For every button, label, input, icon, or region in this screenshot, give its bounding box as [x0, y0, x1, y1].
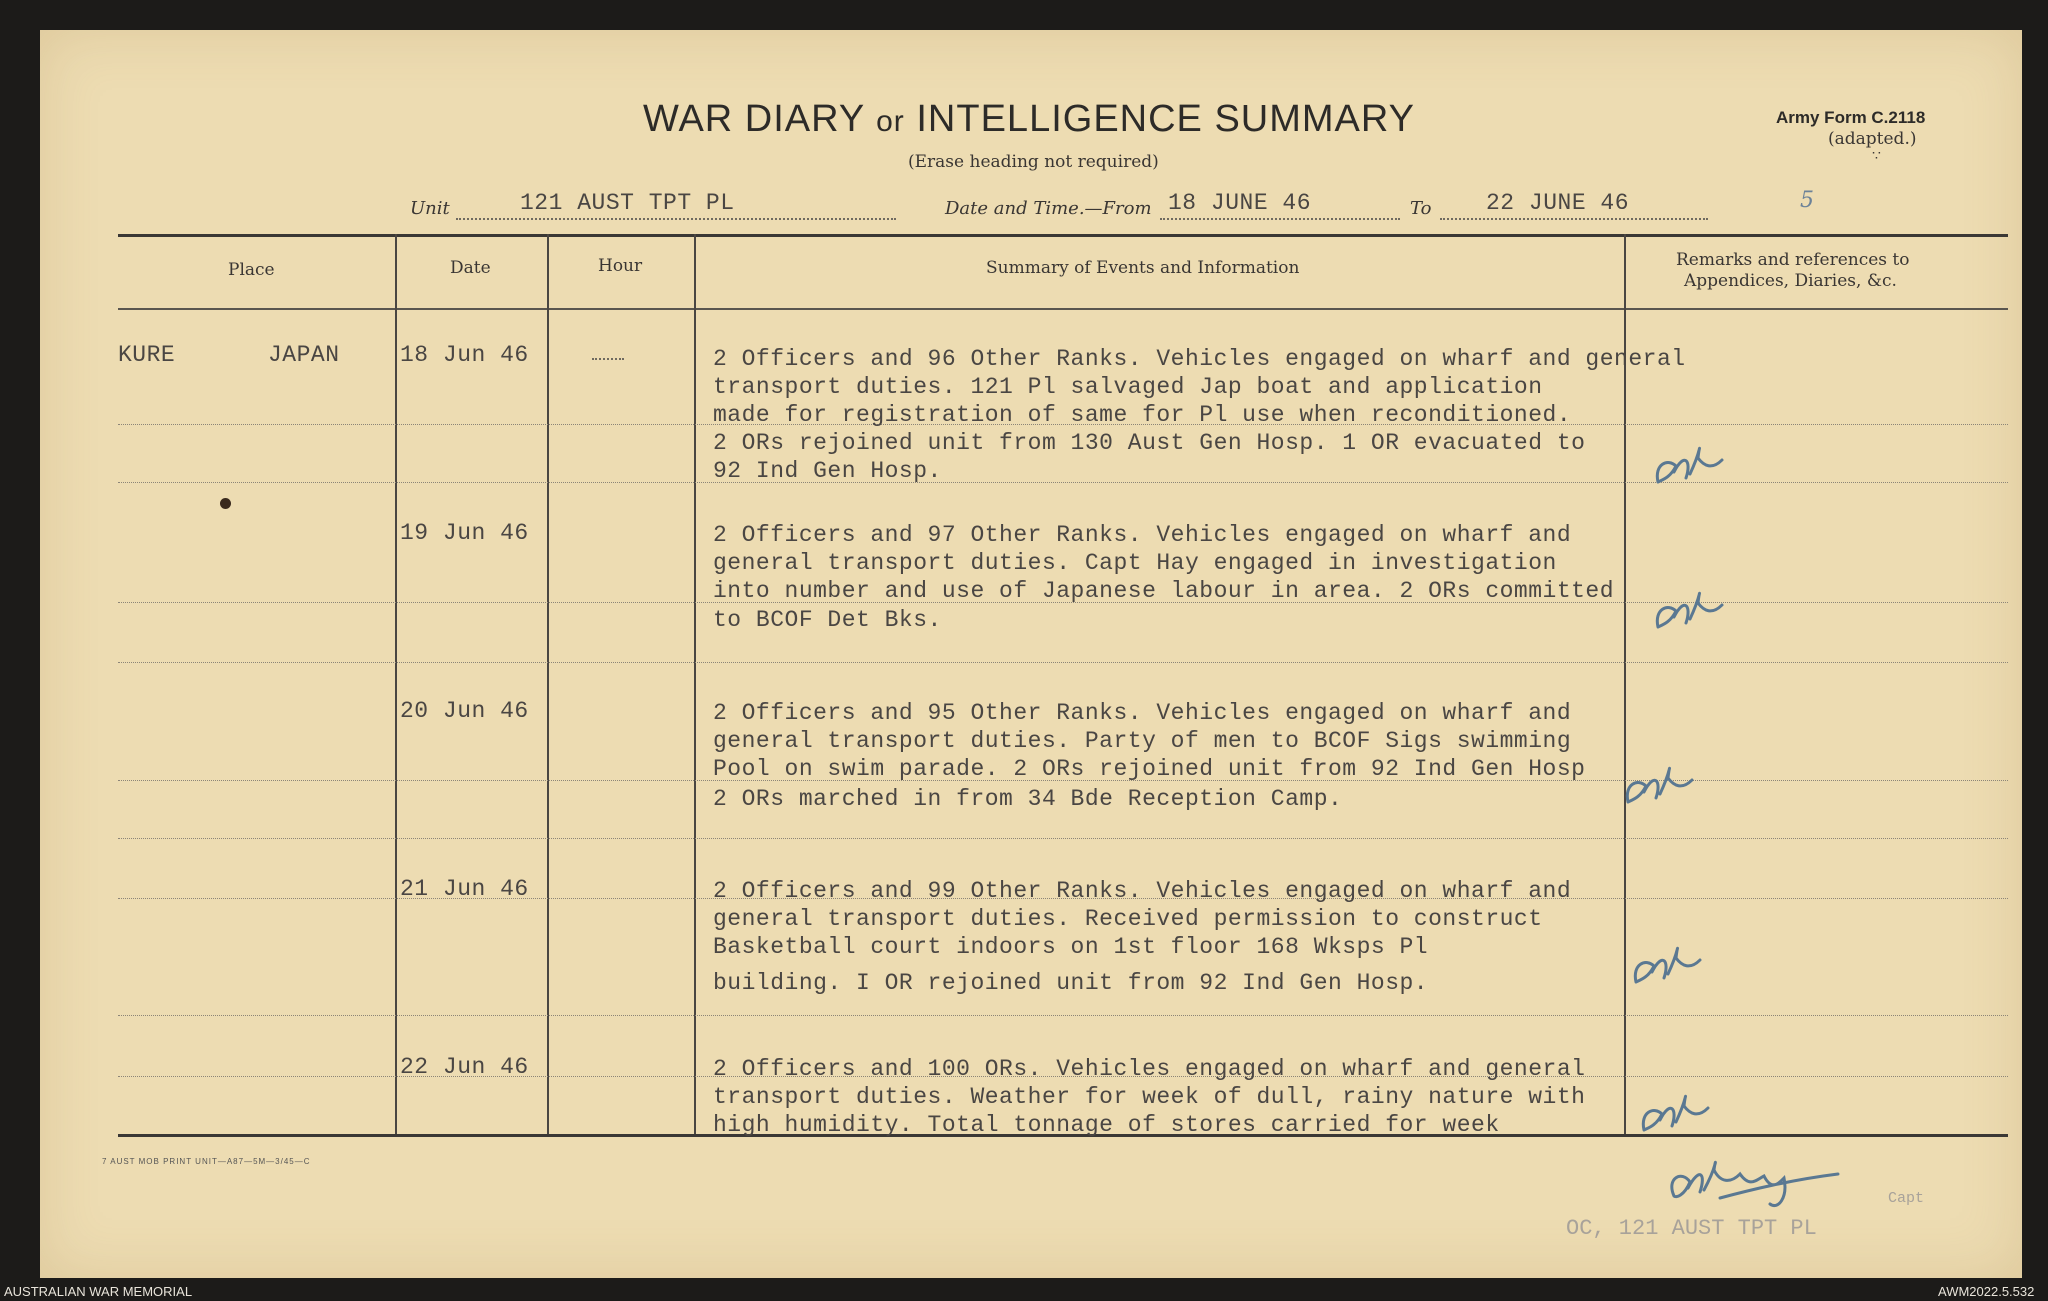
entry-line: 2 Officers and 95 Other Ranks. Vehicles engaged on wharf and	[713, 700, 1572, 726]
entry-date: 20 Jun 46	[400, 698, 529, 724]
unit-dotted-line	[456, 218, 896, 220]
table-top-rule	[118, 234, 2008, 237]
form-code: Army Form C.2118	[1776, 108, 1926, 127]
to-dotted-line	[1440, 218, 1708, 220]
ruled-line	[118, 662, 2008, 663]
entry-line: general transport duties. Capt Hay engaged in investigation	[713, 550, 1557, 576]
corner-page-mark: 5	[1800, 188, 1814, 213]
archive-footer-right: AWM2022.5.532	[1938, 1284, 2035, 1299]
entry-date: 21 Jun 46	[400, 876, 529, 902]
war-diary-page	[40, 30, 2022, 1278]
hour-dots	[592, 358, 624, 360]
page-subtitle: (Erase heading not required)	[908, 152, 1159, 172]
entry-line: to BCOF Det Bks.	[713, 607, 942, 633]
col-header-date: Date	[450, 258, 491, 278]
entry-line: 2 Officers and 100 ORs. Vehicles engaged on wharf and general	[713, 1056, 1586, 1082]
entry-date: 22 Jun 46	[400, 1054, 529, 1080]
to-label: To	[1410, 198, 1432, 219]
entry-line: general transport duties. Received permission to construct	[713, 906, 1543, 932]
punch-mark: ∵	[1872, 148, 1881, 164]
signature-rank: Capt	[1888, 1190, 1925, 1207]
col-header-hour: Hour	[598, 256, 643, 276]
handwritten-initials	[1636, 1078, 1716, 1148]
table-header-rule	[118, 308, 2008, 310]
form-adapted: (adapted.)	[1828, 129, 1917, 149]
archive-footer-left: AUSTRALIAN WAR MEMORIAL	[4, 1284, 193, 1299]
signature-office-stamp: OC, 121 AUST TPT PL	[1566, 1216, 1817, 1241]
col-header-remarks-line1: Remarks and references to	[1676, 250, 1910, 270]
entry-line: made for registration of same for Pl use when reconditioned.	[713, 402, 1572, 428]
ruled-line	[118, 838, 2008, 839]
handwritten-initials	[1650, 430, 1730, 500]
title-part2: INTELLIGENCE SUMMARY	[916, 98, 1415, 140]
handwritten-initials	[1628, 930, 1708, 1000]
col-header-remarks-line2: Appendices, Diaries, &c.	[1684, 271, 1897, 291]
entry-line: 2 Officers and 96 Other Ranks. Vehicles engaged on wharf and general	[713, 346, 1686, 372]
entry-line: 92 Ind Gen Hosp.	[713, 458, 942, 484]
unit-value: 121 AUST TPT PL	[520, 190, 735, 216]
entry-line: building. I OR rejoined unit from 92 Ind Gen Hosp.	[713, 970, 1429, 996]
entry-line: 2 ORs rejoined unit from 130 Aust Gen Hosp. 1 OR evacuated to	[713, 430, 1586, 456]
handwritten-signature	[1660, 1140, 1860, 1220]
title-or: or	[876, 105, 905, 138]
entry-line: 2 Officers and 97 Other Ranks. Vehicles engaged on wharf and	[713, 522, 1572, 548]
title-part1: WAR DIARY	[643, 98, 865, 140]
printer-imprint: 7 AUST MOB PRINT UNIT—A87—5M—3/45—C	[102, 1157, 311, 1166]
ruled-line	[118, 1015, 2008, 1016]
entry-date: 18 Jun 46	[400, 342, 529, 368]
date-time-label: Date and Time.—From	[945, 198, 1152, 219]
unit-label: Unit	[410, 198, 450, 219]
col-divider-place	[395, 234, 397, 1134]
entry-line: into number and use of Japanese labour in area. 2 ORs committed	[713, 578, 1615, 604]
to-date-value: 22 JUNE 46	[1486, 190, 1630, 216]
col-divider-hour	[694, 234, 696, 1134]
entry-line: general transport duties. Party of men to BCOF Sigs swimming	[713, 728, 1572, 754]
place-town: KURE	[118, 342, 176, 368]
handwritten-initials	[1620, 750, 1700, 820]
col-header-summary: Summary of Events and Information	[986, 258, 1300, 278]
from-date-value: 18 JUNE 46	[1168, 190, 1312, 216]
page-title	[643, 98, 1415, 141]
entry-line: 2 ORs marched in from 34 Bde Reception Camp.	[713, 786, 1343, 812]
ink-dot	[220, 498, 231, 509]
handwritten-initials	[1650, 575, 1730, 645]
entry-line: Pool on swim parade. 2 ORs rejoined unit from 92 Ind Gen Hosp	[713, 756, 1586, 782]
entry-line: high humidity. Total tonnage of stores carried for week	[713, 1112, 1500, 1138]
from-dotted-line	[1160, 218, 1400, 220]
entry-line: transport duties. 121 Pl salvaged Jap boat and application	[713, 374, 1543, 400]
entry-line: Basketball court indoors on 1st floor 168 Wksps Pl	[713, 934, 1429, 960]
place-country: JAPAN	[268, 342, 340, 368]
entry-line: 2 Officers and 99 Other Ranks. Vehicles engaged on wharf and	[713, 878, 1572, 904]
col-divider-date	[547, 234, 549, 1134]
entry-line: transport duties. Weather for week of dull, rainy nature with	[713, 1084, 1586, 1110]
col-header-place: Place	[228, 260, 275, 280]
entry-date: 19 Jun 46	[400, 520, 529, 546]
